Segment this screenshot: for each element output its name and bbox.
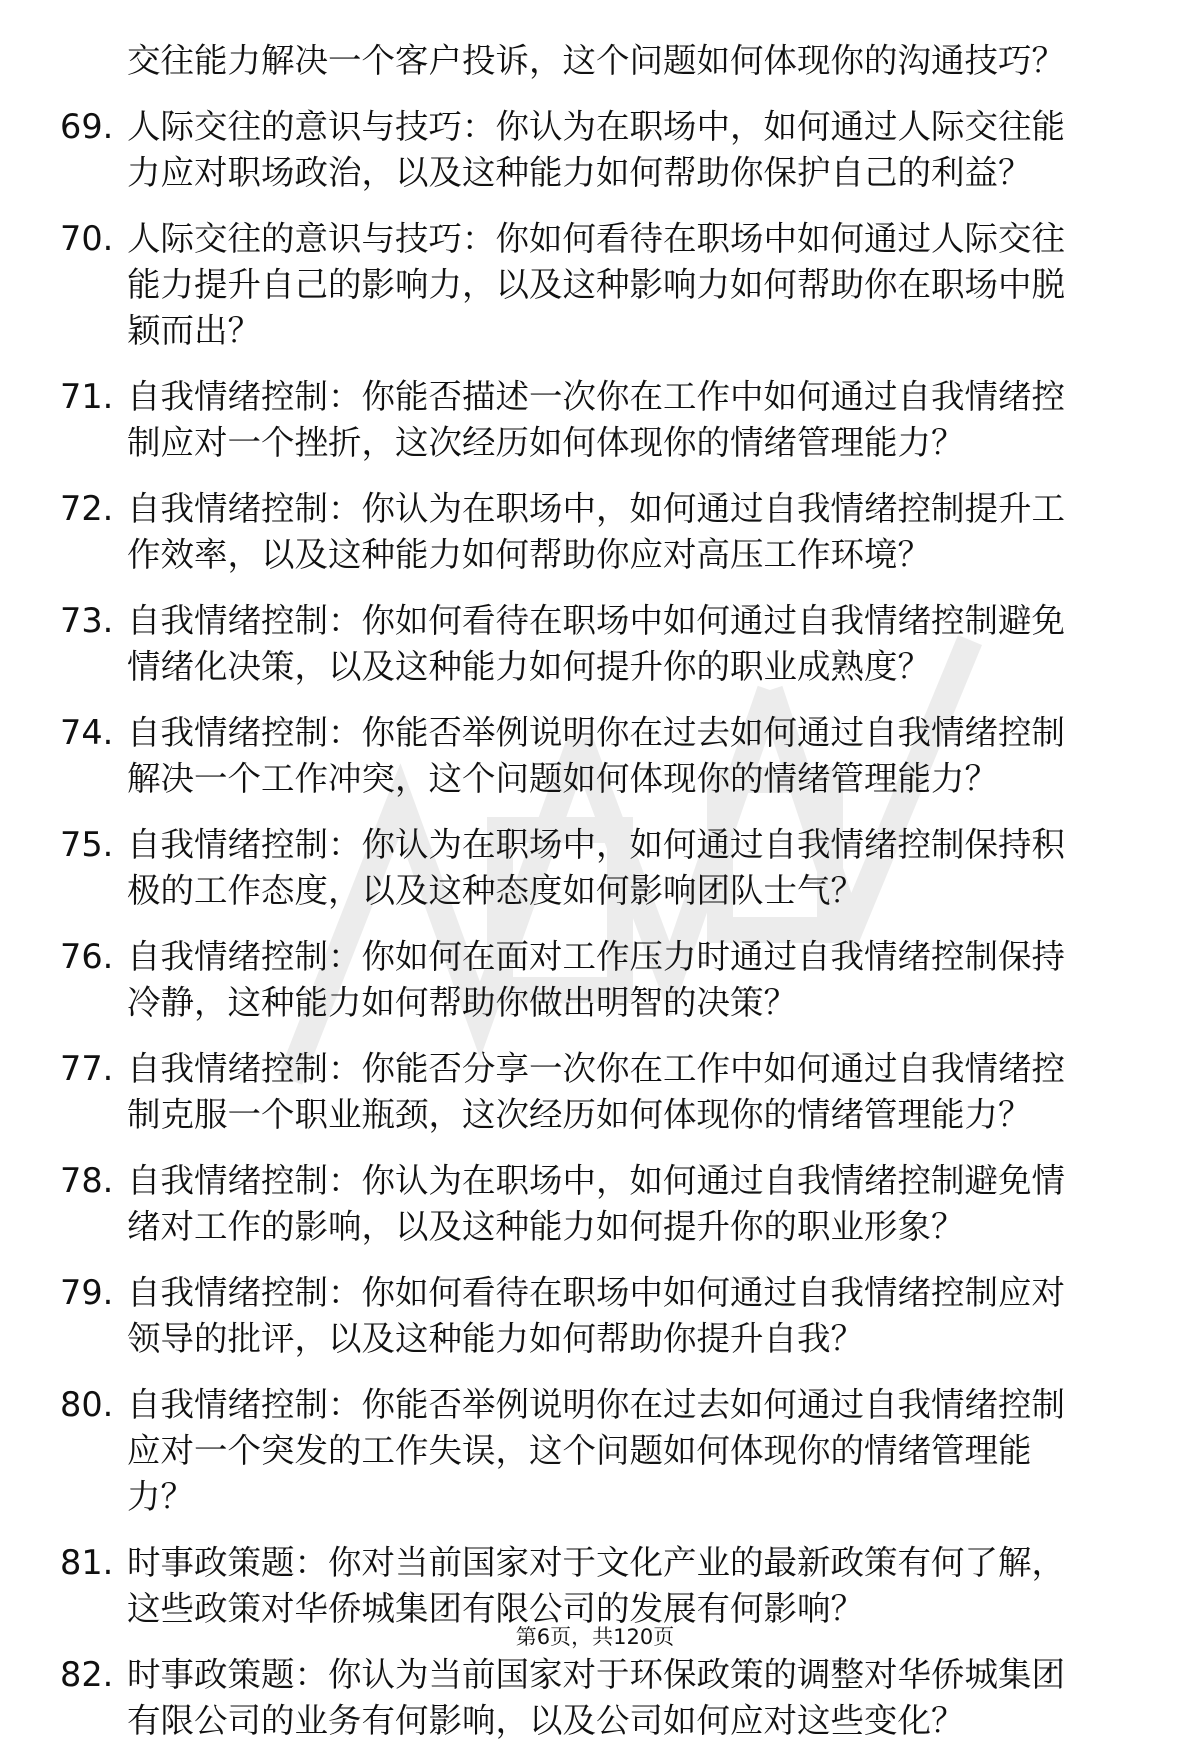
- question-text-line: 绪对工作的影响，以及这种能力如何提升你的职业形象？: [127, 1207, 965, 1246]
- question-text: [127, 1382, 1110, 1520]
- question-text: [127, 1270, 1110, 1362]
- question-item: [0, 1540, 1190, 1632]
- question-number: 78.: [60, 1161, 114, 1200]
- question-item: [0, 710, 1190, 802]
- question-text: [127, 104, 1110, 196]
- question-text-line: 制克服一个职业瓶颈，这次经历如何体现你的情绪管理能力？: [127, 1095, 1032, 1134]
- question-item: [0, 934, 1190, 1026]
- question-text-line: 自我情绪控制：你认为在职场中，如何通过自我情绪控制保持积: [127, 825, 1065, 864]
- question-item: [0, 1382, 1190, 1520]
- question-text-line: 人际交往的意识与技巧：你认为在职场中，如何通过人际交往能: [127, 107, 1065, 146]
- question-text-line: 自我情绪控制：你如何看待在职场中如何通过自我情绪控制应对: [127, 1273, 1065, 1312]
- question-text-line: 时事政策题：你认为当前国家对于环保政策的调整对华侨城集团: [127, 1655, 1065, 1694]
- question-text-line: 作效率，以及这种能力如何帮助你应对高压工作环境？: [127, 535, 931, 574]
- question-number: 70.: [60, 219, 114, 258]
- question-item: [0, 374, 1190, 466]
- question-text: [127, 822, 1110, 914]
- question-number: 71.: [60, 377, 114, 416]
- question-item: [0, 1158, 1190, 1250]
- question-text: [127, 934, 1110, 1026]
- question-item: [0, 598, 1190, 690]
- question-text-line: 能力提升自己的影响力，以及这种影响力如何帮助你在职场中脱: [127, 265, 1065, 304]
- question-item: [0, 1046, 1190, 1138]
- question-text-line: 人际交往的意识与技巧：你如何看待在职场中如何通过人际交往: [127, 219, 1065, 258]
- continued-question-text: 交往能力解决一个客户投诉，这个问题如何体现你的沟通技巧？: [127, 41, 1065, 80]
- question-text-line: 冷静，这种能力如何帮助你做出明智的决策？: [127, 983, 797, 1022]
- question-number: 69.: [60, 107, 114, 146]
- question-item: [0, 822, 1190, 914]
- question-item: [0, 104, 1190, 196]
- question-text-line: 自我情绪控制：你能否举例说明你在过去如何通过自我情绪控制: [127, 713, 1065, 752]
- question-text-line: 这些政策对华侨城集团有限公司的发展有何影响？: [127, 1589, 864, 1628]
- question-item: [0, 1652, 1190, 1744]
- question-text: [127, 1652, 1110, 1744]
- question-text-line: 有限公司的业务有何影响，以及公司如何应对这些变化？: [127, 1701, 965, 1740]
- question-text: [127, 598, 1110, 690]
- question-number: 82.: [60, 1655, 114, 1694]
- question-text-line: 应对一个突发的工作失误，这个问题如何体现你的情绪管理能: [127, 1431, 1032, 1470]
- question-text-line: 情绪化决策，以及这种能力如何提升你的职业成熟度？: [127, 647, 931, 686]
- question-list: [0, 38, 1190, 1744]
- question-text-line: 自我情绪控制：你认为在职场中，如何通过自我情绪控制避免情: [127, 1161, 1065, 1200]
- question-text: [127, 1046, 1110, 1138]
- question-text-line: 制应对一个挫折，这次经历如何体现你的情绪管理能力？: [127, 423, 965, 462]
- question-number: 77.: [60, 1049, 114, 1088]
- question-text-line: 颖而出？: [127, 311, 261, 350]
- page-number-footer: 第6页，共120页: [515, 1625, 675, 1649]
- question-text-line: 自我情绪控制：你如何看待在职场中如何通过自我情绪控制避免: [127, 601, 1065, 640]
- question-text-line: 自我情绪控制：你认为在职场中，如何通过自我情绪控制提升工: [127, 489, 1065, 528]
- question-text-line: 自我情绪控制：你如何在面对工作压力时通过自我情绪控制保持: [127, 937, 1065, 976]
- question-number: 80.: [60, 1385, 114, 1424]
- question-number: 76.: [60, 937, 114, 976]
- question-text-line: 自我情绪控制：你能否描述一次你在工作中如何通过自我情绪控: [127, 377, 1065, 416]
- question-text: [127, 374, 1110, 466]
- question-text-line: 力？: [127, 1477, 194, 1516]
- question-text-line: 时事政策题：你对当前国家对于文化产业的最新政策有何了解，: [127, 1543, 1065, 1582]
- question-text-line: 领导的批评，以及这种能力如何帮助你提升自我？: [127, 1319, 864, 1358]
- question-text-line: 解决一个工作冲突，这个问题如何体现你的情绪管理能力？: [127, 759, 998, 798]
- question-text-line: 力应对职场政治，以及这种能力如何帮助你保护自己的利益？: [127, 153, 1032, 192]
- question-item: [0, 1270, 1190, 1362]
- question-text-line: 自我情绪控制：你能否举例说明你在过去如何通过自我情绪控制: [127, 1385, 1065, 1424]
- question-number: 75.: [60, 825, 114, 864]
- question-text: [127, 486, 1110, 578]
- question-number: 79.: [60, 1273, 114, 1312]
- question-number: 74.: [60, 713, 114, 752]
- question-item: [0, 216, 1190, 354]
- question-text-line: 极的工作态度，以及这种态度如何影响团队士气？: [127, 871, 864, 910]
- question-text: [127, 1158, 1110, 1250]
- question-number: 73.: [60, 601, 114, 640]
- question-text: [127, 216, 1110, 354]
- question-number: 72.: [60, 489, 114, 528]
- question-number: 81.: [60, 1543, 114, 1582]
- question-text: [127, 710, 1110, 802]
- question-item: [0, 486, 1190, 578]
- question-text: [127, 1540, 1110, 1632]
- question-text-line: 自我情绪控制：你能否分享一次你在工作中如何通过自我情绪控: [127, 1049, 1065, 1088]
